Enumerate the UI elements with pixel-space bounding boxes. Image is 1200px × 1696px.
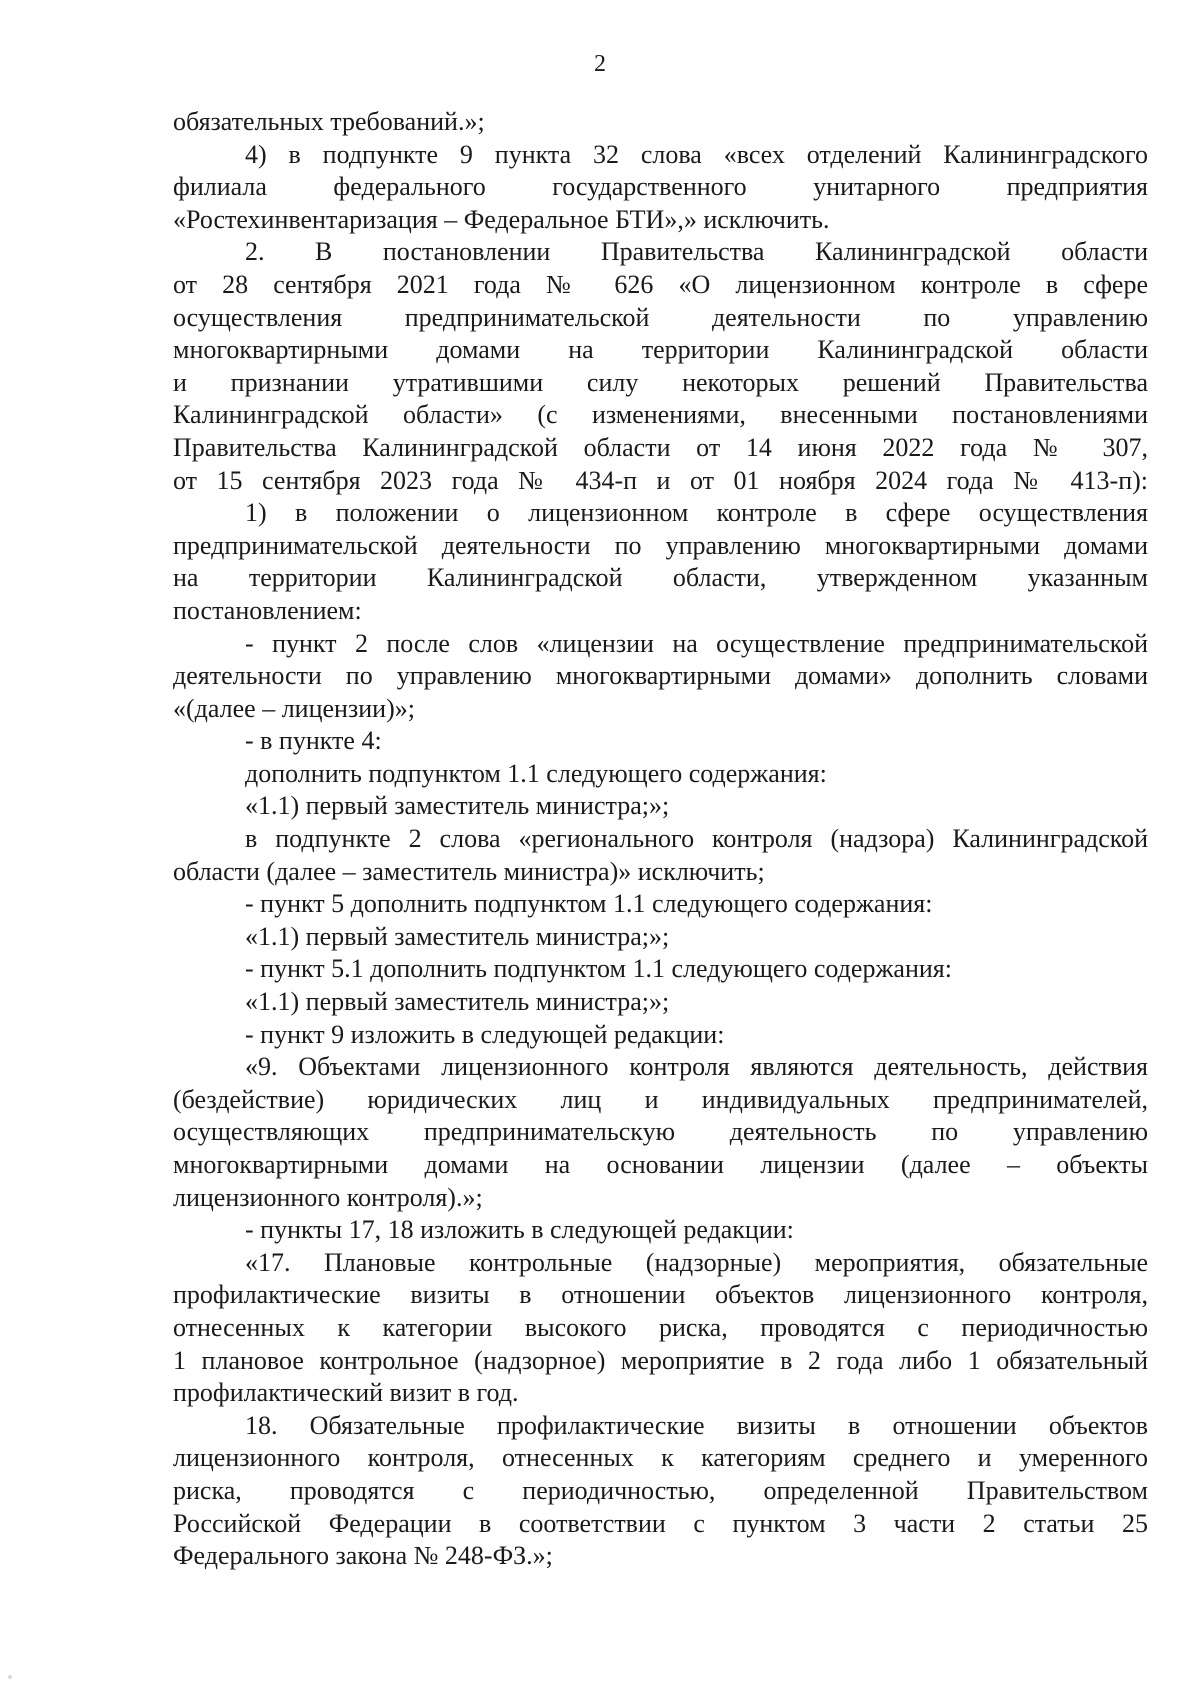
text-line: осуществления предпринимательской деятельности по управлению — [173, 302, 1148, 332]
text-line: «1.1) первый заместитель министра;»; — [245, 987, 670, 1017]
text-line: 4) в подпункте 9 пункта 32 слова «всех отделений Калининградского — [245, 139, 1148, 169]
text-line: обязательных требований.»; — [173, 107, 485, 136]
text-line: отнесенных к категории высокого риска, проводятся с периодичностью — [173, 1312, 1148, 1342]
text-line: - в пункте 4: — [245, 726, 382, 756]
text-line: области (далее – заместитель министра)» исключить; — [173, 856, 765, 886]
text-line: многоквартирными домами на территории Калининградской области — [173, 335, 1148, 365]
text-line: 2. В постановлении Правительства Калининградской области — [245, 237, 1148, 267]
text-line: «1.1) первый заместитель министра;»; — [245, 791, 670, 821]
scan-artifact — [8, 1675, 12, 1679]
text-line: профилактический визит в год. — [173, 1378, 519, 1408]
text-line: от 15 сентября 2023 года № 434-п и от 01 ноября 2024 года № 413-п): — [173, 465, 1148, 495]
text-line: риска, проводятся с периодичностью, определенной Правительством — [173, 1475, 1148, 1505]
text-line: «1.1) первый заместитель министра;»; — [245, 921, 670, 951]
text-line: осуществляющих предпринимательскую деятельность по управлению — [173, 1117, 1148, 1147]
text-line: Российской Федерации в соответствии с пунктом 3 части 2 статьи 25 — [173, 1508, 1148, 1538]
text-line: «(далее – лицензии)»; — [173, 693, 415, 723]
text-line: на территории Калининградской области, утвержденном указанным — [173, 563, 1148, 593]
text-line: Правительства Калининградской области от 14 июня 2022 года № 307, — [173, 432, 1148, 462]
page-number: 2 — [594, 51, 606, 77]
text-line: многоквартирными домами на основании лицензии (далее – объекты — [173, 1150, 1148, 1179]
text-line: 1) в положении о лицензионном контроле в сфере осуществления — [245, 498, 1148, 528]
text-line: - пункт 9 изложить в следующей редакции: — [245, 1019, 725, 1049]
text-line: 1 плановое контрольное (надзорное) мероприятие в 2 года либо 1 обязательный — [173, 1345, 1148, 1375]
text-line: профилактические визиты в отношении объектов лицензионного контроля, — [173, 1280, 1148, 1310]
text-line: «Ростехинвентаризация – Федеральное БТИ»,» исключить. — [173, 204, 830, 234]
text-line: - пункт 5 дополнить подпунктом 1.1 следующего содержания: — [245, 889, 933, 919]
text-line: от 28 сентября 2021 года № 626 «О лицензионном контроле в сфере — [173, 269, 1148, 299]
text-line: - пункты 17, 18 изложить в следующей редакции: — [245, 1215, 794, 1245]
text-line: - пункт 2 после слов «лицензии на осуществление предпринимательской — [245, 628, 1148, 658]
text-line: 18. Обязательные профилактические визиты в отношении объектов — [245, 1410, 1148, 1440]
text-line: в подпункте 2 слова «регионального контроля (надзора) Калининградской — [245, 824, 1148, 854]
text-line: (бездействие) юридических лиц и индивидуальных предпринимателей, — [173, 1084, 1148, 1114]
text-line: лицензионного контроля).»; — [173, 1182, 483, 1212]
text-line: лицензионного контроля, отнесенных к категориям среднего и умеренного — [173, 1443, 1148, 1473]
text-line: предпринимательской деятельности по управлению многоквартирными домами — [173, 530, 1148, 560]
text-line: филиала федерального государственного унитарного предприятия — [173, 172, 1148, 202]
text-line: и признании утратившими силу некоторых решений Правительства — [173, 367, 1148, 397]
text-line: деятельности по управлению многоквартирными домами» дополнить словами — [173, 661, 1148, 691]
text-line: - пункт 5.1 дополнить подпунктом 1.1 следующего содержания: — [245, 954, 952, 984]
document-body — [173, 106, 1148, 1573]
text-line: дополнить подпунктом 1.1 следующего содержания: — [245, 758, 827, 788]
text-line: «9. Объектами лицензионного контроля являются деятельность, действия — [245, 1052, 1148, 1082]
text-line: постановлением: — [173, 595, 362, 625]
text-line: Калининградской области» (с изменениями, внесенными постановлениями — [173, 400, 1148, 430]
text-line: «17. Плановые контрольные (надзорные) мероприятия, обязательные — [245, 1247, 1148, 1277]
text-line: Федерального закона № 248-ФЗ.»; — [173, 1541, 553, 1571]
